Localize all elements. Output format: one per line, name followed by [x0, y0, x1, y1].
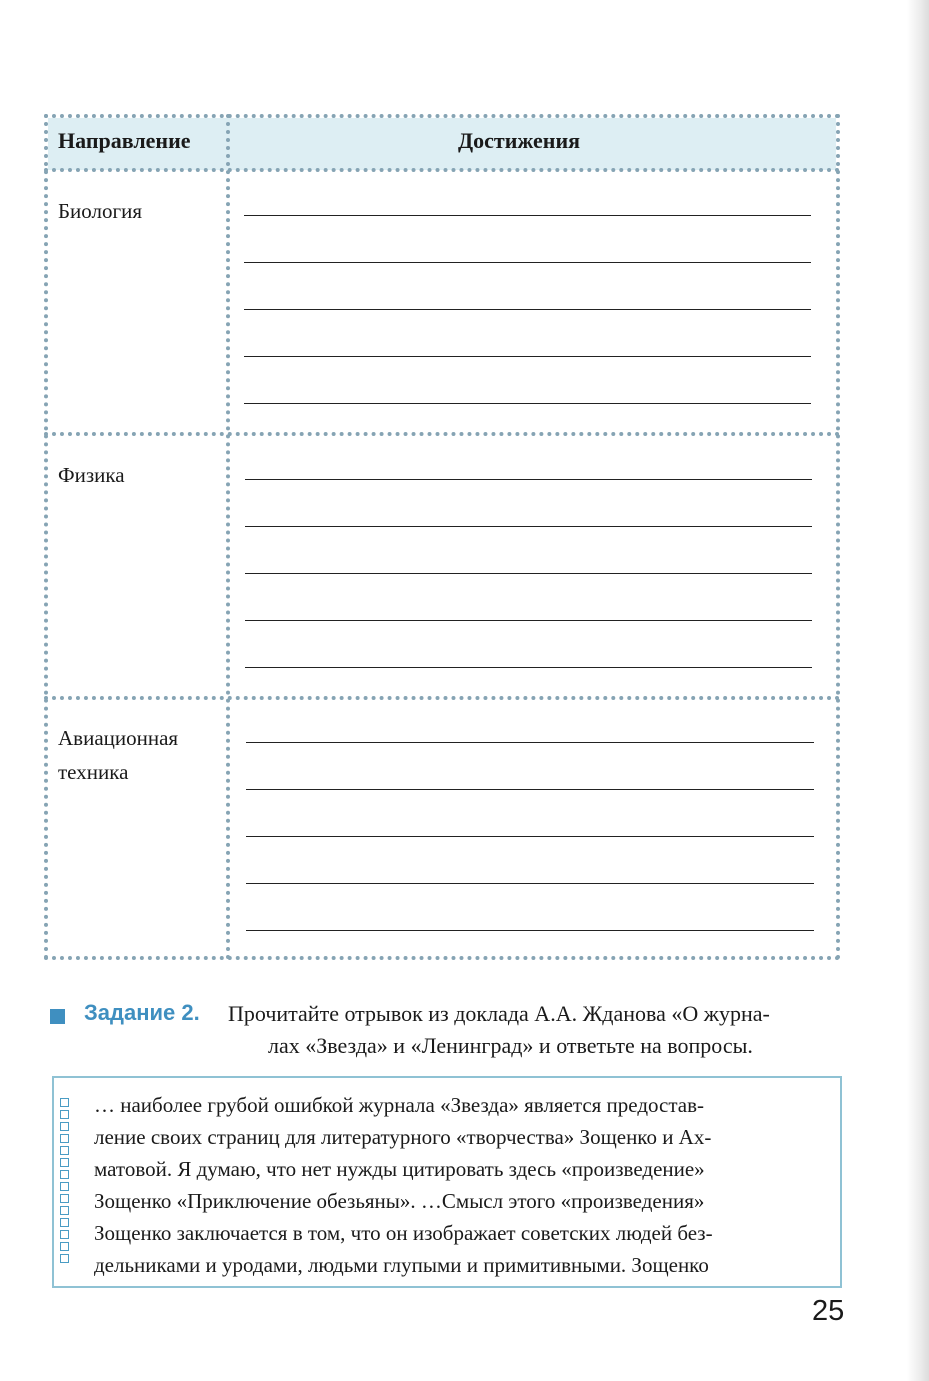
- quote-line: … наиболее грубой ошибкой журнала «Звезда» является предостав-: [94, 1093, 705, 1117]
- answer-line[interactable]: [244, 356, 811, 357]
- table-border-top: [44, 114, 840, 118]
- row-label-line: техника: [58, 760, 129, 784]
- answer-line[interactable]: [245, 620, 812, 621]
- answer-line[interactable]: [244, 215, 811, 216]
- page-edge-shadow: [907, 0, 929, 1381]
- row-label-line: Физика: [58, 463, 125, 487]
- answer-line[interactable]: [244, 309, 811, 310]
- answer-line[interactable]: [245, 479, 812, 480]
- task-label: Задание 2.: [84, 1000, 200, 1025]
- table-border-left: [44, 114, 48, 960]
- answer-line[interactable]: [246, 742, 814, 743]
- row-label-line: Авиационная: [58, 726, 179, 750]
- achievements-table: [44, 114, 840, 960]
- task-bullet-icon: [50, 1009, 65, 1024]
- row-label-line: Биология: [58, 199, 143, 223]
- table-border-right: [836, 114, 840, 960]
- column-header-achievements: Достижения: [458, 128, 581, 153]
- answer-line[interactable]: [246, 836, 814, 837]
- answer-line[interactable]: [245, 573, 812, 574]
- answer-line[interactable]: [244, 403, 811, 404]
- quote-line: Зощенко заключается в том, что он изображает советских людей без-: [94, 1221, 713, 1245]
- table-row-divider: [44, 432, 840, 436]
- table-border-bottom: [44, 956, 840, 960]
- answer-line[interactable]: [246, 789, 814, 790]
- quote-line: матовой. Я думаю, что нет нужды цитировать здесь «произведение»: [94, 1157, 705, 1181]
- quote-line: дельниками и уродами, людьми глупыми и примитивными. Зощенко: [94, 1253, 709, 1277]
- row-label-biology: [58, 194, 142, 228]
- answer-line[interactable]: [246, 883, 814, 884]
- quote-line: ление своих страниц для литературного «творчества» Зощенко и Ах-: [94, 1125, 712, 1149]
- row-label-physics: [58, 458, 125, 492]
- task-text-line-1: Прочитайте отрывок из доклада А.А. Жданова «О журна-: [228, 1001, 770, 1026]
- table-row-divider: [44, 696, 840, 700]
- answer-line[interactable]: [246, 930, 814, 931]
- page-number: 25: [812, 1295, 845, 1327]
- answer-line[interactable]: [244, 262, 811, 263]
- answer-line[interactable]: [245, 667, 812, 668]
- column-header-direction: Направление: [58, 128, 191, 153]
- quote-line: Зощенко «Приключение обезьяны». …Смысл этого «произведения»: [94, 1189, 705, 1213]
- quote-marker-icon: [60, 1098, 72, 1266]
- task-text-line-2: лах «Звезда» и «Ленинград» и ответьте на вопросы.: [268, 1033, 753, 1058]
- table-column-divider: [226, 114, 230, 960]
- table-header-divider: [44, 168, 840, 172]
- row-label-aviation: [58, 721, 178, 789]
- quote-box: [52, 1076, 842, 1288]
- answer-line[interactable]: [245, 526, 812, 527]
